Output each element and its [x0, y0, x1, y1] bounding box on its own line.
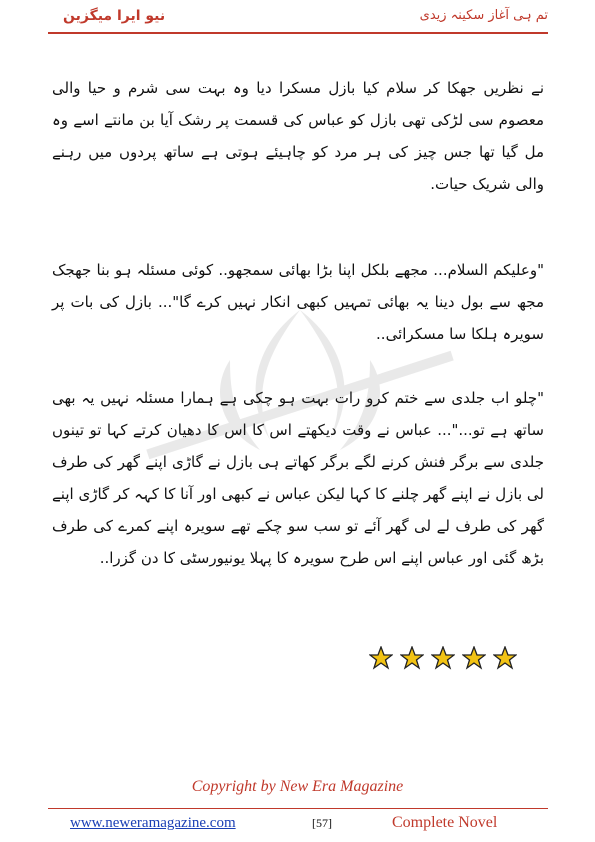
- novel-title: تم ہی آغاز سکینہ زیدی: [419, 8, 548, 23]
- star-divider: [369, 646, 517, 670]
- complete-novel-label: Complete Novel: [392, 814, 498, 831]
- star-icon: [400, 646, 424, 670]
- page-header: [48, 8, 548, 30]
- paragraph-3: "چلو اب جلدی سے ختم کرو رات بہت ہو چکی ہے ہمارا مسئلہ نہیں یہ بھی ساتھ ہے تو..."... عباس نے وقت دیکھتے اس کا اس کا دھیان کرتے کہا تو تینوں جلدی سے برگر فنش کرنے لگے برگر کھاتے ہی بازل نے گاڑی اپنے گھر کی طرف لی بازل نے اپنے گھر چلنے کا کہا لیکن عباس نے کبھی اور آنا کا کہہ کر گاڑی اپنے گھر کی طرف لے لی گھر آئے تو سب سو چکے تھے سویرہ اپنے کمرے کی طرف بڑھ گئی اور عباس اپنے اس طرح سویرہ کا پہلا یونیورسٹی کا دن گزرا..: [52, 389, 544, 567]
- star-icon: [369, 646, 393, 670]
- page-number: [57]: [312, 816, 332, 830]
- star-icon: [462, 646, 486, 670]
- paragraph-2: "وعلیکم السلام... مجھے بلکل اپنا بڑا بھائی سمجھو.. کوئی مسئلہ ہو بنا جھجک مجھ سے بول دینا یہ بھائی تمہیں کبھی انکار نہیں کرے گا"... بازل کی بات پر سویرہ ہلکا سا مسکرائی..: [52, 261, 544, 343]
- website-link[interactable]: www.neweramagazine.com: [70, 815, 236, 831]
- paragraph-1: نے نظریں جھکا کر سلام کیا بازل مسکرا دیا وہ بہت سی شرم و حیا والی معصوم سی لڑکی تھی بازل کو عباس کی قسمت پر رشک آیا بن مانتے اسے وہ مل گیا تھا جس چیز کی ہر مرد کو چاہیئے ہوتی ہے ساتھ پردوں میں رہنے والی شریک حیات.: [52, 79, 544, 193]
- copyright-notice: Copyright by New Era Magazine: [191, 778, 404, 795]
- header-divider: [48, 32, 548, 34]
- star-icon: [493, 646, 517, 670]
- star-icon: [431, 646, 455, 670]
- magazine-name: نیو ایرا میگزین: [63, 8, 166, 24]
- footer-divider: [48, 808, 548, 809]
